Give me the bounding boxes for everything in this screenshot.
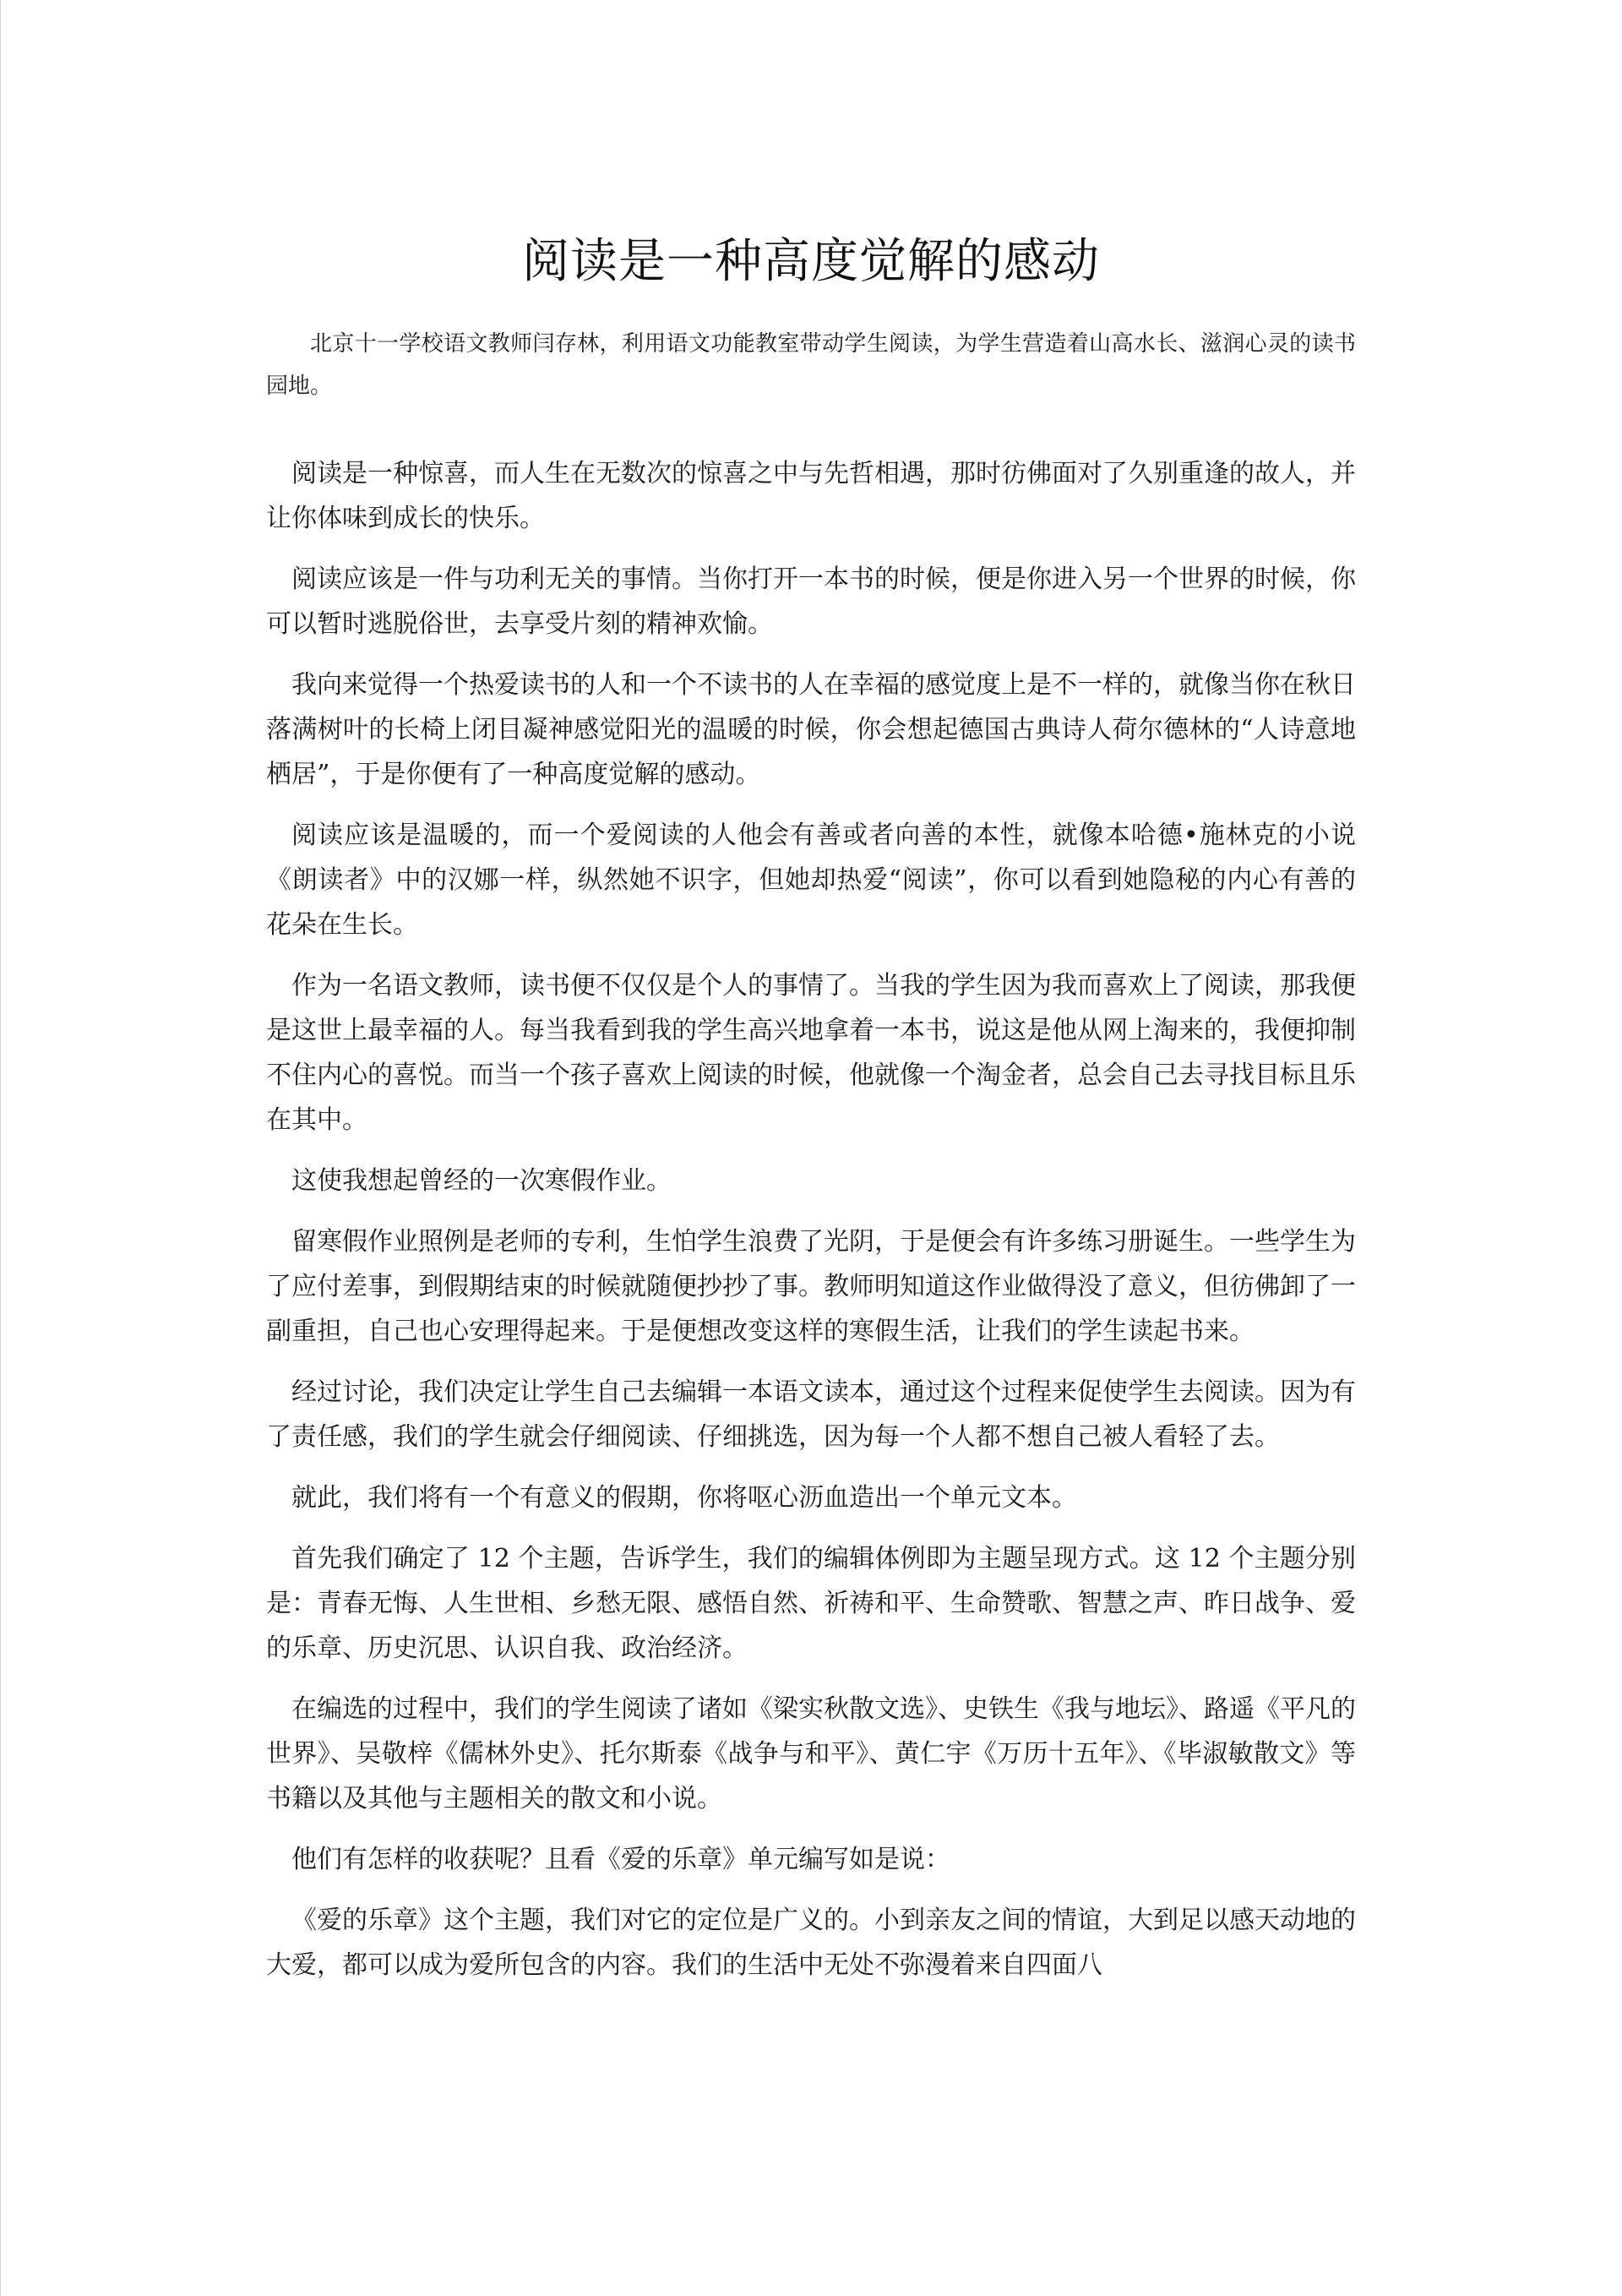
article-title: 阅读是一种高度觉解的感动 xyxy=(522,234,1100,289)
paragraph-5: 作为一名语文教师，读书便不仅仅是个人的事情了。当我的学生因为我而喜欢上了阅读，那我便是这世上最幸福的人。每当我看到我的学生高兴地拿着一本书，说这是他从网上淘来的，我便抑制不住内心的喜悦。而当一个孩子喜欢上阅读的时候，他就像一个淘金者，总会自己去寻找目标且乐在其中。 xyxy=(266,971,1356,1135)
paragraph-12: 他们有怎样的收获呢？且看《爱的乐章》单元编写如是说： xyxy=(291,1845,950,1874)
paragraph-7: 留寒假作业照例是老师的专利，生怕学生浪费了光阴，于是便会有许多练习册诞生。一些学生为了应付差事，到假期结束的时候就随便抄抄了事。教师明知道这作业做得没了意义，但彷佛卸了一副重担，自己也心安理得起来。于是便想改变这样的寒假生活，让我们的学生读起书来。 xyxy=(266,1227,1356,1346)
paragraph-4: 阅读应该是温暖的，而一个爱阅读的人他会有善或者向善的本性，就像本哈德•施林克的小说《朗读者》中的汉娜一样，纵然她不识字，但她却热爱“阅读”，你可以看到她隐秘的内心有善的花朵在生长。 xyxy=(266,821,1356,940)
paragraph-9: 就此，我们将有一个有意义的假期，你将呕心沥血造出一个单元文本。 xyxy=(291,1483,1077,1513)
article-intro: 北京十一学校语文教师闫存林，利用语文功能教室带动学生阅读，为学生营造着山高水长、滋润心灵的读书园地。 xyxy=(266,331,1356,399)
paragraph-2: 阅读应该是一件与功利无关的事情。当你打开一本书的时候，便是你进入另一个世界的时候，你可以暂时逃脱俗世，去享受片刻的精神欢愉。 xyxy=(266,564,1356,639)
paragraph-8: 经过讨论，我们决定让学生自己去编辑一本语文读本，通过这个过程来促使学生去阅读。因为有了责任感，我们的学生就会仔细阅读、仔细挑选，因为每一个人都不想自己被人看轻了去。 xyxy=(266,1377,1356,1452)
paragraph-3: 我向来觉得一个热爱读书的人和一个不读书的人在幸福的感觉度上是不一样的，就像当你在秋日落满树叶的长椅上闭目凝神感觉阳光的温暖的时候，你会想起德国古典诗人荷尔德林的“人诗意地栖居”，于是你便有了一种高度觉解的感动。 xyxy=(266,670,1356,789)
paragraph-11: 在编选的过程中，我们的学生阅读了诸如《梁实秋散文选》、史铁生《我与地坛》、路遥《平凡的世界》、吴敬梓《儒林外史》、托尔斯泰《战争与和平》、黄仁宇《万历十五年》、《毕淑敏散文》等书籍以及其他与主题相关的散文和小说。 xyxy=(266,1694,1356,1813)
paragraph-10: 首先我们确定了 12 个主题，告诉学生，我们的编辑体例即为主题呈现方式。这 12 个主题分别是：青春无悔、人生世相、乡愁无限、感悟自然、祈祷和平、生命赞歌、智慧之声、昨日战争、爱的乐章、历史沉思、认识自我、政治经济。 xyxy=(266,1544,1356,1663)
article-body xyxy=(266,228,1356,2004)
paragraph-13: 《爱的乐章》这个主题，我们对它的定位是广义的。小到亲友之间的情谊，大到足以感天动地的大爱，都可以成为爱所包含的内容。我们的生活中无处不弥漫着来自四面八 xyxy=(266,1906,1356,1980)
paragraph-6: 这使我想起曾经的一次寒假作业。 xyxy=(291,1166,672,1196)
paragraph-1: 阅读是一种惊喜，而人生在无数次的惊喜之中与先哲相遇，那时彷佛面对了久别重逢的故人，并让你体味到成长的快乐。 xyxy=(266,459,1356,533)
